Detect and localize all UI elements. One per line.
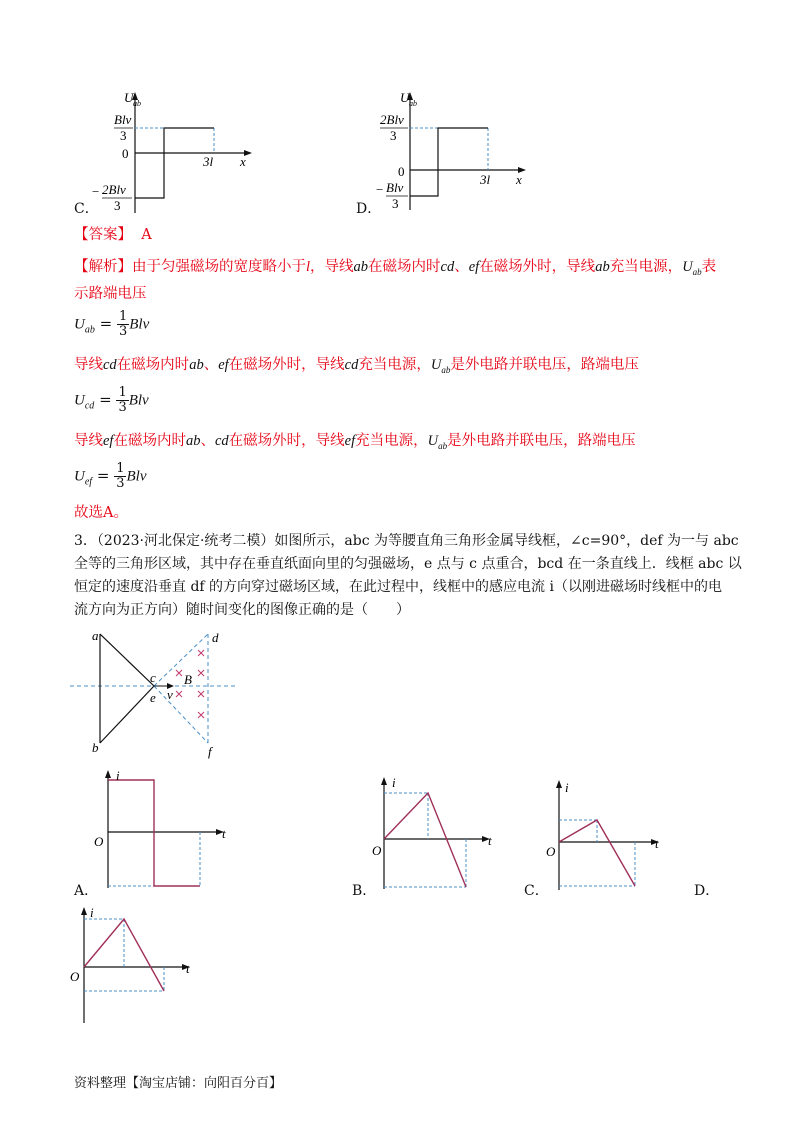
t-label: t: [186, 961, 190, 976]
i-label: i: [90, 905, 94, 920]
velocity-label: v: [167, 687, 173, 702]
y-axis-label: U: [400, 90, 410, 105]
origin-label: O: [94, 834, 104, 849]
origin-label: O: [372, 843, 382, 858]
point-f: f: [208, 744, 212, 759]
i-label: i: [565, 780, 569, 795]
origin-label: O: [546, 844, 556, 859]
choice-a-graph: [90, 768, 240, 893]
answer-label: 【答案】: [74, 227, 132, 243]
choice-b-label: B．: [352, 883, 377, 899]
t-label: t: [488, 833, 492, 848]
choice-d-graph: [70, 905, 200, 1025]
graph-d: [360, 88, 560, 218]
equation-3: $U_{ef}$ = $\frac{1}{3}$ Blv: [74, 461, 147, 491]
option-c-label: C．: [74, 201, 99, 217]
question-3-line-4: 流方向为正方向）随时间变化的图像正确的是（ ）: [74, 602, 410, 618]
point-c: c: [150, 670, 156, 685]
point-d: d: [212, 630, 219, 645]
choice-d-label: D．: [694, 883, 720, 899]
footer-note: 资料整理【淘宝店铺：向阳百分百】: [74, 1076, 283, 1091]
answer-line: [74, 224, 152, 246]
choice-c-label: C．: [524, 883, 549, 899]
triangle-figure: [70, 628, 250, 763]
x-axis-label: x: [516, 172, 522, 187]
field-label-b: B: [184, 672, 192, 687]
y-axis-label: U: [124, 90, 134, 105]
bottom-den: 3: [114, 198, 121, 213]
i-label: i: [392, 775, 396, 790]
equation-2: $U_{cd}$ = $\frac{1}{3}$ Blv: [74, 385, 149, 415]
bottom-sign: −: [92, 184, 100, 199]
y-axis-sub: ab: [409, 99, 417, 108]
zero-label: 0: [398, 164, 405, 179]
top-den: 3: [120, 128, 127, 143]
x-axis-label: x: [240, 154, 246, 169]
top-num: Blv: [114, 112, 132, 127]
question-3: [74, 530, 754, 622]
answer-value: A: [141, 227, 152, 243]
t-label: t: [222, 826, 226, 841]
option-d-label: D．: [356, 201, 382, 217]
question-3-line-2: 全等的三角形区域，其中存在垂直纸面向里的匀强磁场，e 点与 c 点重合，bcd 在一条直线上．线框 abc 以: [74, 556, 742, 572]
conclusion: 故选A。: [74, 505, 128, 521]
point-b: b: [92, 740, 99, 755]
equation-1: $U_{ab}$ = $\frac{1}{3}$ Blv: [74, 309, 150, 339]
analysis-paragraph-3: 导线ef在磁场内时ab、cd在磁场外时，导线ef充当电源，$U_{ab}$是外电路并联电压，路端电压: [74, 433, 636, 451]
analysis-paragraph-1: 【解析】由于匀强磁场的宽度略小于l，导线ab在磁场内时cd、ef在磁场外时，导线ab充当电源，$U_{ab}$表 示路端电压: [74, 259, 717, 302]
xtick-3l: 3l: [203, 154, 214, 169]
point-a: a: [92, 628, 99, 643]
t-label: t: [655, 836, 659, 851]
question-3-line-1: 3．（2023·河北保定·统考二模）如图所示，abc 为等腰直角三角形金属导线框，∠c=90°，def 为一与 abc: [74, 533, 739, 549]
analysis-paragraph-2: 导线cd在磁场内时ab、ef在磁场外时，导线cd充当电源，$U_{ab}$是外电路并联电压，路端电压: [74, 357, 639, 375]
analysis-label: 【解析】: [74, 259, 132, 275]
bottom-num: 2Blv: [102, 182, 126, 197]
bottom-den: 3: [392, 196, 399, 211]
y-axis-sub: ab: [133, 99, 141, 108]
bottom-sign: −: [376, 182, 384, 197]
i-label: i: [116, 768, 120, 783]
bottom-num: Blv: [386, 180, 404, 195]
graph-c: [80, 88, 280, 218]
choice-a-label: A．: [74, 883, 99, 899]
xtick-3l: 3l: [480, 172, 491, 187]
choice-c-graph: [545, 780, 670, 893]
top-num: 2Blv: [380, 112, 404, 127]
choice-b-graph: [370, 775, 500, 893]
top-den: 3: [390, 128, 397, 143]
point-e: e: [150, 690, 156, 705]
origin-label: O: [70, 969, 80, 984]
question-3-line-3: 恒定的速度沿垂直 df 的方向穿过磁场区域，在此过程中，线框中的感应电流 i（以刚进磁场时线框中的电: [74, 579, 722, 595]
zero-label: 0: [122, 146, 129, 161]
